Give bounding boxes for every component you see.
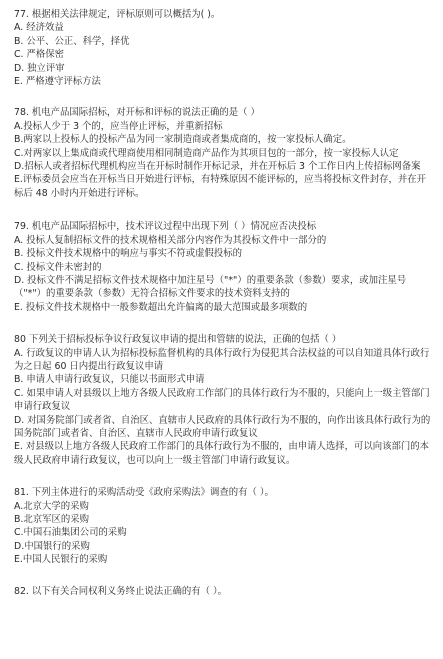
question-title: 77. 根据相关法律规定，评标原则可以概括为( )。 xyxy=(14,9,221,20)
option-a: A. 投标人复制招标文件的技术规格相关部分内容作为其投标文件中一部分的 xyxy=(14,234,327,246)
option-d: D.中国银行的采购 xyxy=(14,540,90,552)
option-c: C.中国石油集团公司的采购 xyxy=(14,527,127,539)
option-e: E.评标委员会应当在开标当日开始进行评标，有特殊原因不能评标的，应当将投标文件封存，并在开标后 48 小时内开始进行评标。 xyxy=(14,174,427,199)
option-b: B.两家以上投标人的投标产品为同一家制造商或者集成商的，按一家投标人确定。 xyxy=(14,134,352,146)
option-a: A. 经济效益 xyxy=(14,22,64,34)
question-81 xyxy=(14,486,431,566)
question-82 xyxy=(14,585,431,598)
option-e: E.中国人民银行的采购 xyxy=(14,554,108,566)
question-78 xyxy=(14,106,431,200)
option-b: B.北京军区的采购 xyxy=(14,514,90,525)
question-title: 80 下列关于招标投标争议行政复议申请的提出和管辖的说法，正确的包括（ ） xyxy=(14,334,342,346)
option-b: B. 申请人申请行政复议，只能以书面形式申请 xyxy=(14,374,205,386)
question-80 xyxy=(14,333,431,467)
option-d: D. 独立评审 xyxy=(14,62,65,74)
option-d: D. 投标文件不满足招标文件技术规格中加注星号（"*"）的重要条款（参数）要求，或加注星号（"*"）的重要条款（参数）无符合招标文件要求的技术资料支持的 xyxy=(14,274,407,300)
option-d: D. 对国务院部门或者省、自治区、直辖市人民政府的具体行政行为不服的，向作出该具体行政行为的国务院部门或者省、自治区、直辖市人民政府申请行政复议 xyxy=(14,414,431,439)
option-c: C. 如果申请人对县级以上地方各级人民政府工作部门的具体行政行为不服的，只能向上一级主管部门申请行政复议 xyxy=(14,387,430,413)
option-b: B. 公平、公正、科学，择优 xyxy=(14,35,130,47)
option-a: A.投标人少于 3 个的，应当停止评标，并重新招标 xyxy=(14,120,223,132)
option-b: B. 投标文件技术规格中的响应与事实不符或虚假投标的 xyxy=(14,248,243,260)
option-c: C. 严格保密 xyxy=(14,49,65,61)
option-a: A. 行政复议的申请人认为招标投标监督机构的具体行政行为侵犯其合法权益的可以自知道具体行政行为之日起 60 日内提出行政复议申请 xyxy=(14,347,430,372)
option-e: E. 投标文件技术规格中一般参数超出允许偏离的最大范围或最多项数的 xyxy=(14,301,308,313)
option-c: C. 投标文件未密封的 xyxy=(14,261,102,273)
question-79 xyxy=(14,220,431,314)
option-c: C.对两家以上集成商或代理商使用相同制造商产品作为其项目包的一部分，按一家投标人认定 xyxy=(14,147,399,159)
option-e: E. 严格遵守评标方法 xyxy=(14,76,101,88)
question-title: 81. 下列主体进行的采购活动受《政府采购法》调查的有（ ）。 xyxy=(14,487,274,499)
question-title: 78. 机电产品国际招标，对开标和评标的说法正确的是（ ） xyxy=(14,107,260,119)
question-title: 82. 以下有关合同权利义务终止说法正确的有（ ）。 xyxy=(14,585,228,597)
question-title: 79. 机电产品国际招标中，技术评议过程中出现下列（ ）情况应否决投标 xyxy=(14,221,317,233)
question-77 xyxy=(14,8,431,88)
option-d: D.招标人或者招标代理机构应当在开标时制作开标记录，并在开标后 3 个工作日内上传招标网备案 xyxy=(14,161,421,173)
option-a: A.北京大学的采购 xyxy=(14,500,89,512)
option-e: E. 对县级以上地方各级人民政府工作部门的具体行政行为不服的，由申请人选择，可以向该部门的本级人民政府申请行政复议，也可以向上一级主管部门申请行政复议。 xyxy=(14,441,430,466)
